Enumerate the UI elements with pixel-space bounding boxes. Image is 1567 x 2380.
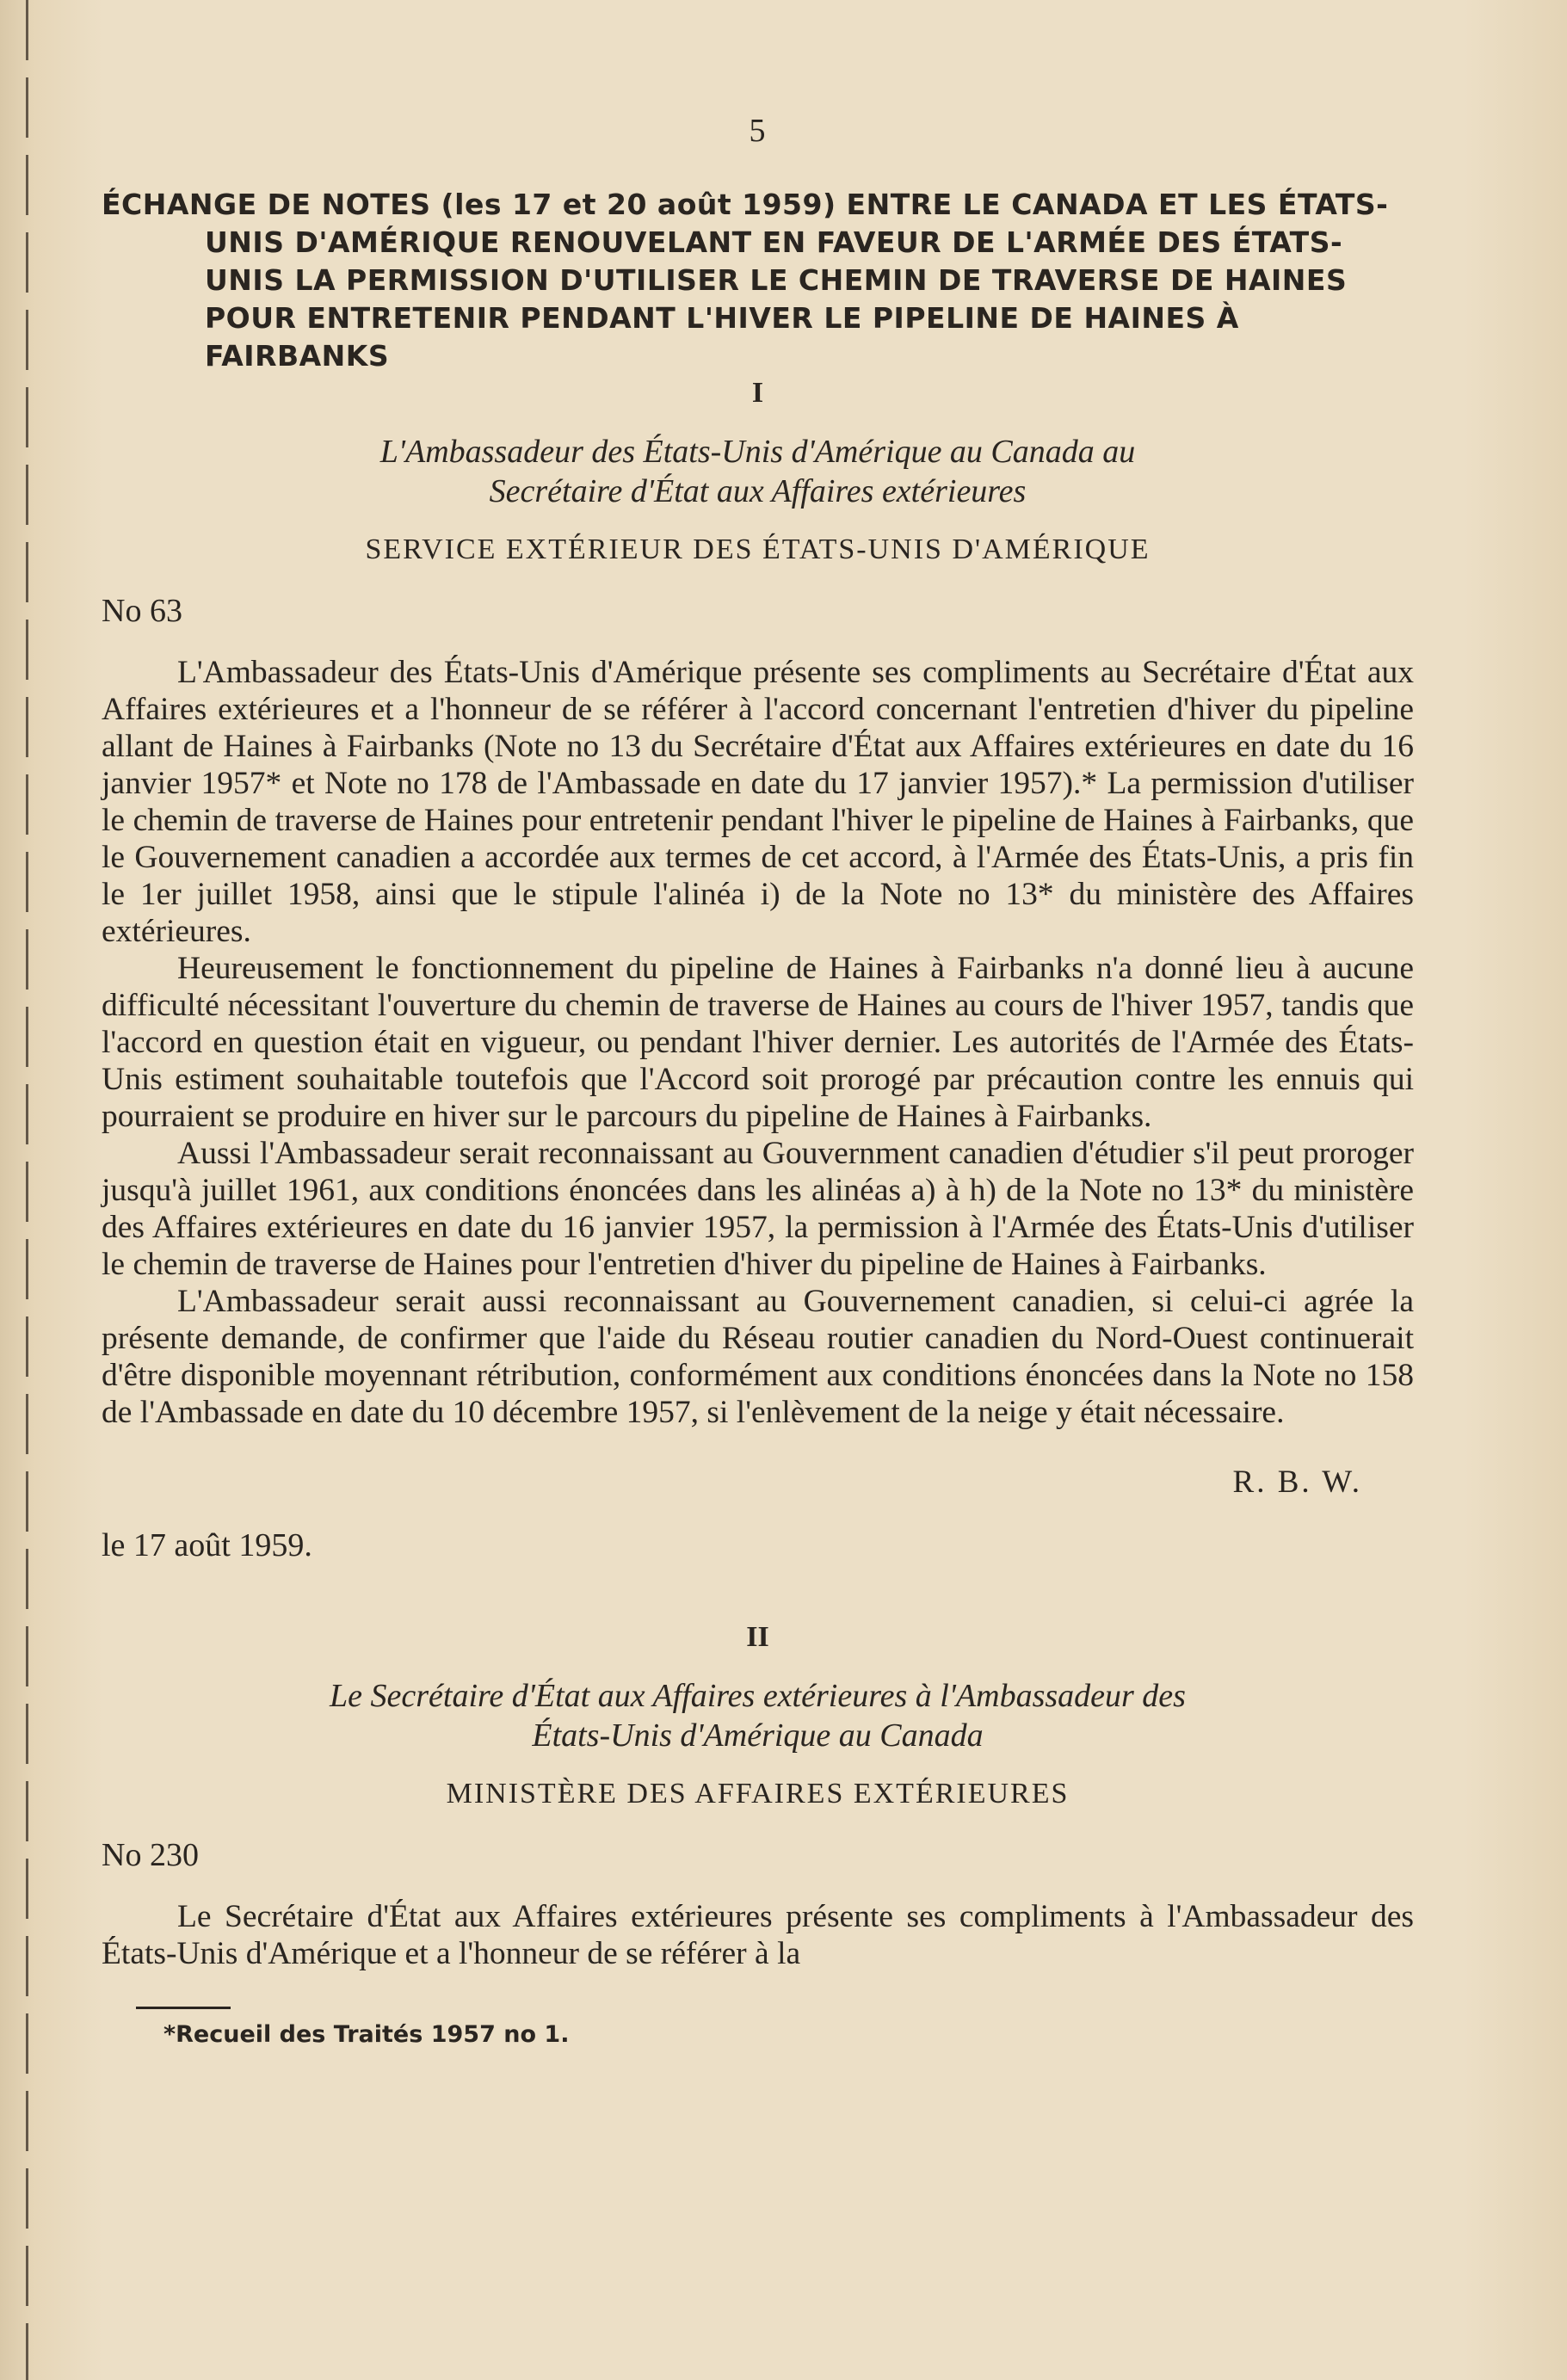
binding-edge [26,0,28,2380]
note-2-heading [102,1676,1414,1755]
note-2-ministry: MINISTÈRE DES AFFAIRES EXTÉRIEURES [446,1778,1070,1810]
note-1-heading-line-1: L'Ambassadeur des États-Unis d'Amérique au Canada au [379,434,1136,470]
note-2-paragraph-1: Le Secrétaire d'État aux Affaires extérieures présente ses compliments à l'Ambassadeur des États-Unis d'Amérique et a l'honneur de se référer à la [102,1899,1414,1971]
footnote-divider [136,2007,231,2009]
page-number: 5 [749,113,767,149]
note-2-heading-line-1: Le Secrétaire d'État aux Affaires extérieures à l'Ambassadeur des [330,1678,1186,1714]
note-1-paragraph-2: Heureusement le fonctionnement du pipeline de Haines à Fairbanks n'a donné lieu à aucune difficulté nécessitant l'ouverture du chemin de traverse de Haines au cours de l'hiver 1957, tandis que l'accord en question était en vigueur, ou pendant l'hiver dernier. Les autorités de l'Armée des États-Unis estiment souhaitable toutefois que l'Accord soit prorogé par précaution contre les ennuis qui pourraient se produire en hiver sur le parcours du pipeline de Haines à Fairbanks. [102,951,1414,1134]
page-content [102,103,1414,2048]
note-1-number: No 63 [102,593,182,629]
note-2-heading-line-2: États-Unis d'Amérique au Canada [532,1717,984,1754]
note-1-paragraph-1: L'Ambassadeur des États-Unis d'Amérique présente ses compliments au Secrétaire d'État aux Affaires extérieures et a l'honneur de se référer à l'accord concernant l'entretien d'hiver du pipeline allant de Haines à Fairbanks (Note no 13 du Secrétaire d'État aux Affaires extérieures en date du 16 janvier 1957* et Note no 178 de l'Ambassade en date du 17 janvier 1957).* La permission d'utiliser le chemin de traverse de Haines pour entretenir pendant l'hiver le pipeline de Haines à Fairbanks, que le Gouvernement canadien a accordée aux termes de cet accord, à l'Armée des États-Unis, a pris fin le 1er juillet 1958, ainsi que le stipule l'alinéa i) de la Note no 13* du ministère des Affaires extérieures. [102,655,1414,949]
document-title: ÉCHANGE DE NOTES (les 17 et 20 août 1959) ENTRE LE CANADA ET LES ÉTATS-UNIS D'AMÉRIQUE RENOUVELANT EN FAVEUR DE L'ARMÉE DES ÉTATS-UNIS LA PERMISSION D'UTILISER LE CHEMIN DE TRAVERSE DE HAINES POUR ENTRETENIR PENDANT L'HIVER LE PIPELINE DE HAINES À FAIRBANKS [102,188,1389,373]
note-1-signature: R. B. W. [1232,1464,1362,1500]
note-1-paragraph-4: L'Ambassadeur serait aussi reconnaissant au Gouvernement canadien, si celui-ci agrée la présente demande, de confirmer que l'aide du Réseau routier canadien du Nord-Ouest continuerait d'être disponible moyennant rétribution, conformément aux conditions énoncées dans la Note no 158 de l'Ambassade en date du 10 décembre 1957, si l'enlèvement de la neige y était nécessaire. [102,1284,1414,1430]
note-1-paragraph-3: Aussi l'Ambassadeur serait reconnaissant au Gouvernment canadien d'étudier s'il peut proroger jusqu'à juillet 1961, aux conditions énoncées dans les alinéas a) à h) de la Note no 13* du ministère des Affaires extérieures en date du 16 janvier 1957, la permission à l'Armée des États-Unis d'utiliser le chemin de traverse de Haines pour l'entretien d'hiver du pipeline de Haines à Fairbanks. [102,1136,1414,1282]
note-1-heading [102,432,1414,511]
note-1-heading-line-2: Secrétaire d'État aux Affaires extérieures [489,473,1027,509]
note-1-date: le 17 août 1959. [102,1527,312,1563]
note-1-service: SERVICE EXTÉRIEUR DES ÉTATS-UNIS D'AMÉRIQUE [365,533,1151,565]
note-2-roman-numeral: II [746,1621,769,1653]
footnote: *Recueil des Traités 1957 no 1. [163,2021,570,2048]
note-1-roman-numeral: I [751,377,764,409]
note-2-number: No 230 [102,1837,199,1873]
